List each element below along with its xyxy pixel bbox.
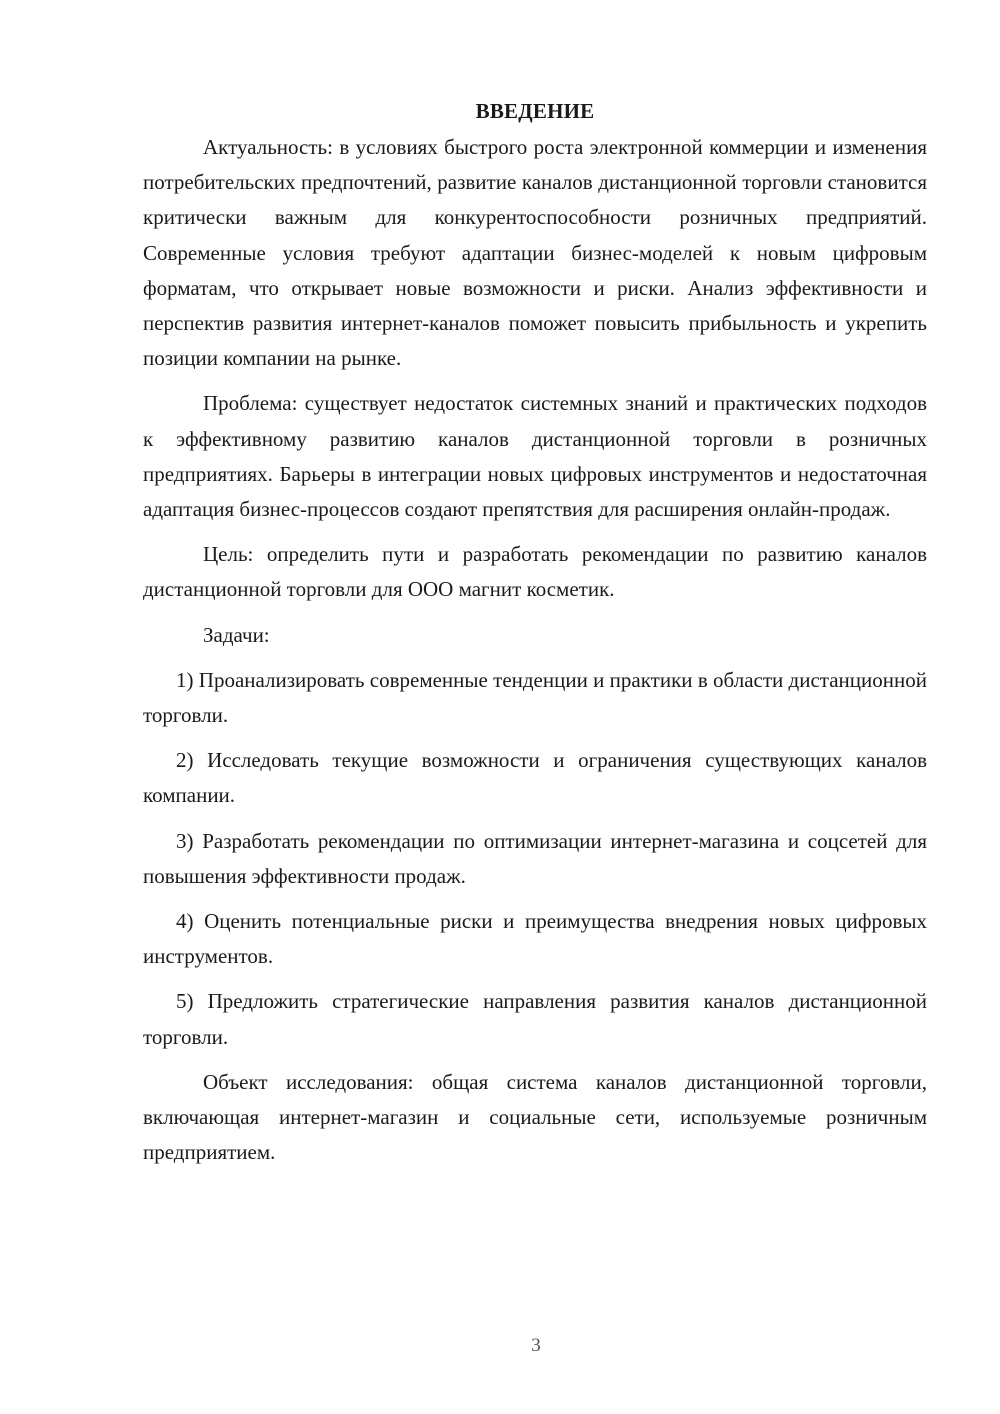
paragraph-tasks-label: Задачи:	[203, 622, 270, 647]
page-number: 3	[531, 1335, 541, 1356]
task-item-5: 5) Предложить стратегические направления развития каналов дистанционной торговли.	[143, 989, 927, 1049]
paragraph-relevance: Актуальность: в условиях быстрого роста электронной коммерции и изменения потребительских предпочтений, развитие каналов дистанционной торговли становится критически важным для конкурентоспособности розничных предприятий. Современные условия требуют адаптации бизнес-моделей к новым цифровым форматам, что открывает новые возможности и риски. Анализ эффективности и перспектив развития интернет-каналов поможет повысить прибыльность и укрепить позиции компании на рынке.	[143, 135, 927, 371]
paragraph-problem: Проблема: существует недостаток системных знаний и практических подходов к эффективному развитию каналов дистанционной торговли в розничных предприятиях. Барьеры в интеграции новых цифровых инструментов и недостаточная адаптация бизнес-процессов создают препятствия для расширения онлайн-продаж.	[143, 391, 927, 522]
task-item-1: 1) Проанализировать современные тенденции и практики в области дистанционной торговли.	[143, 667, 927, 728]
task-item-4: 4) Оценить потенциальные риски и преимущества внедрения новых цифровых инструментов.	[143, 909, 927, 969]
task-item-3: 3) Разработать рекомендации по оптимизации интернет-магазина и соцсетей для повышения эффективности продаж.	[143, 828, 927, 888]
document-page	[143, 96, 927, 1180]
section-heading: ВВЕДЕНИЕ	[475, 99, 595, 123]
task-item-2: 2) Исследовать текущие возможности и ограничения существующих каналов компании.	[143, 748, 927, 808]
paragraph-goal: Цель: определить пути и разработать рекомендации по развитию каналов дистанционной торговли для ООО магнит косметик.	[143, 542, 927, 602]
paragraph-object: Объект исследования: общая система каналов дистанционной торговли, включающая интернет-магазин и социальные сети, используемые розничным предприятием.	[143, 1069, 927, 1165]
